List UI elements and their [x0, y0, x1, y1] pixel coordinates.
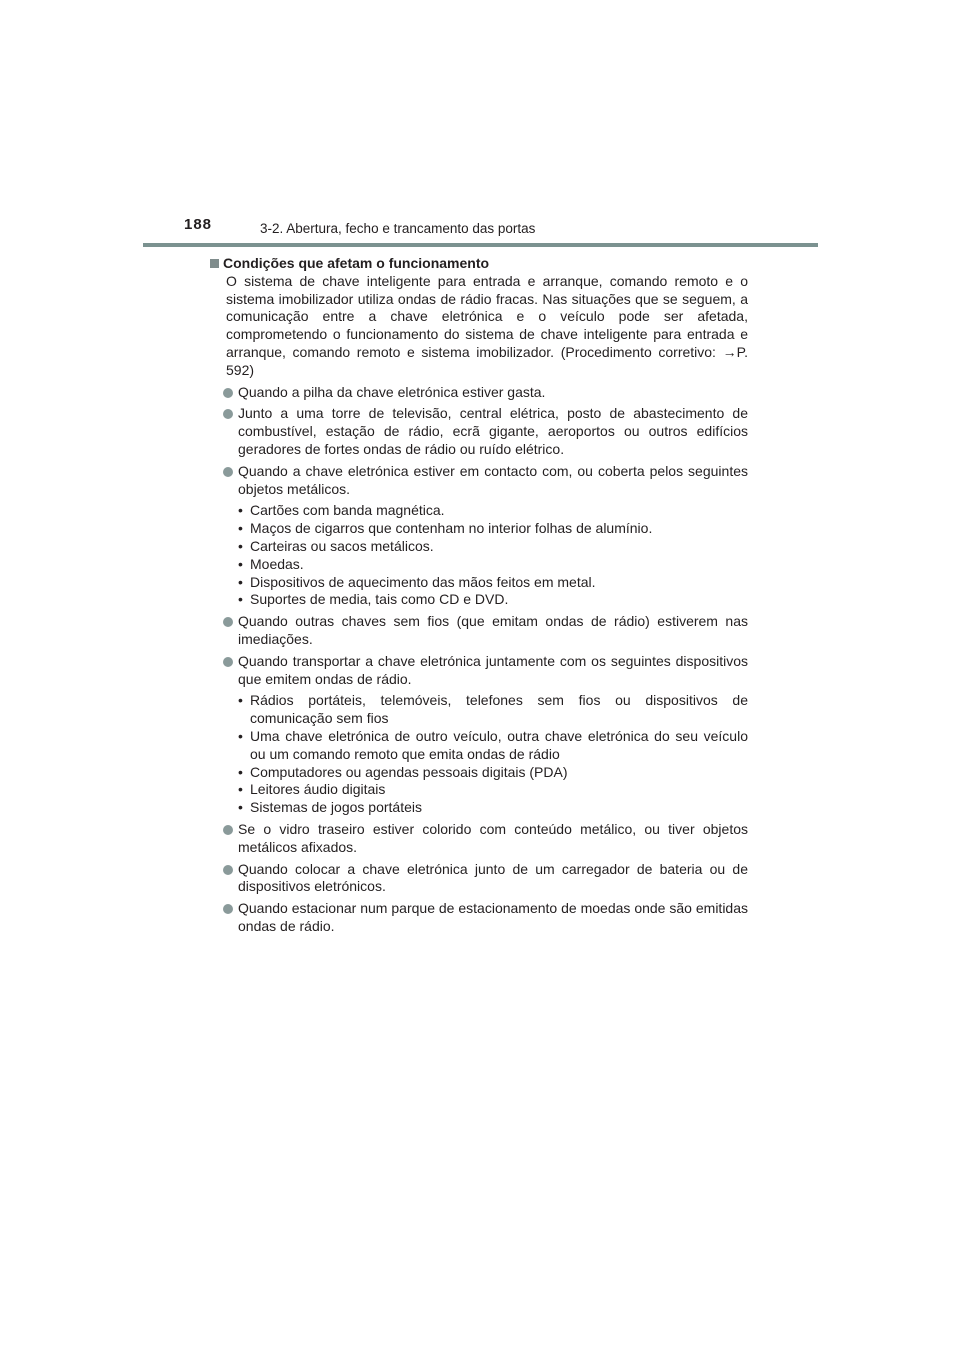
list-item [238, 653, 748, 689]
sub-list-item: • Dispositivos de aquecimento das mãos feitos em metal. [238, 574, 748, 592]
sub-list-item: • Uma chave eletrónica de outro veículo, outra chave eletrónica do seu veículo ou um comando remoto que emita ondas de rádio [238, 728, 748, 764]
sub-list-item: • Leitores áudio digitais [238, 781, 748, 799]
list-item-text: Quando outras chaves sem fios (que emitam ondas de rádio) estiverem nas imediações. [238, 613, 748, 647]
list-item-text: Se o vidro traseiro estiver colorido com conteúdo metálico, ou tiver objetos metálicos afixados. [238, 820, 748, 855]
sub-list-item: • Computadores ou agendas pessoais digitais (PDA) [238, 764, 748, 782]
section-heading [210, 255, 748, 273]
circle-bullet-icon [223, 825, 233, 835]
list-item-text: Quando estacionar num parque de estacionamento de moedas onde são emitidas ondas de rádio. [238, 900, 748, 934]
chapter-title: 3-2. Abertura, fecho e trancamento das portas [260, 221, 536, 236]
section-body [210, 255, 748, 936]
sub-list-item: • Moedas. [238, 556, 748, 574]
list-item-text: Quando transportar a chave eletrónica juntamente com os seguintes dispositivos que emitem ondas de rádio. [238, 652, 748, 687]
square-bullet-icon [210, 259, 219, 268]
list-item [238, 405, 748, 458]
list-item-text: Quando colocar a chave eletrónica junto de um carregador de bateria ou de dispositivos eletrónicos. [238, 860, 748, 895]
sub-list-item: • Sistemas de jogos portáteis [238, 799, 748, 817]
circle-bullet-icon [223, 617, 233, 627]
sub-list-item: • Suportes de media, tais como CD e DVD. [238, 591, 748, 609]
list-item [238, 861, 748, 897]
sub-list-item: • Cartões com banda magnética. [238, 502, 748, 520]
list-item [238, 463, 748, 499]
circle-bullet-icon [223, 388, 233, 398]
circle-bullet-icon [223, 409, 233, 419]
sub-list-item: • Maços de cigarros que contenham no interior folhas de alumínio. [238, 520, 748, 538]
sub-list-item: • Carteiras ou sacos metálicos. [238, 538, 748, 556]
list-item-text: Quando a pilha da chave eletrónica estiver gasta. [238, 383, 546, 400]
page-number: 188 [184, 216, 213, 233]
circle-bullet-icon [223, 657, 233, 667]
intro-paragraph: O sistema de chave inteligente para entrada e arranque, comando remoto e o sistema imobilizador utiliza ondas de rádio fracas. Nas situações que se seguem, a comunicação entre a chave eletrónica e o veículo pode ser afetada, comprometendo o funcionamento do sistema de chave inteligente para entrada e arranque, comando remoto e sistema imobilizador. (Procedimento corretivo: →P. 592) [226, 272, 748, 378]
section-heading-text: Condições que afetam o funcionamento [223, 255, 490, 271]
sub-list [238, 502, 748, 609]
header-rule [143, 243, 818, 247]
sub-list-item: • Rádios portáteis, telemóveis, telefones sem fios ou dispositivos de comunicação sem fios [238, 692, 748, 728]
list-item [238, 821, 748, 857]
sub-list [238, 692, 748, 817]
circle-bullet-icon [223, 904, 233, 914]
circle-bullet-icon [223, 865, 233, 875]
list-item-text: Quando a chave eletrónica estiver em contacto com, ou coberta pelos seguintes objetos metálicos. [238, 462, 748, 497]
list-item-text: Junto a uma torre de televisão, central elétrica, posto de abastecimento de combustível, estação de rádio, ecrã gigante, aeroportos ou outros edifícios geradores de fortes ondas de rádio ou ruído elétrico. [238, 405, 748, 457]
circle-bullet-icon [223, 467, 233, 477]
list-item [238, 613, 748, 649]
list-item [238, 384, 748, 402]
list-item [238, 900, 748, 936]
